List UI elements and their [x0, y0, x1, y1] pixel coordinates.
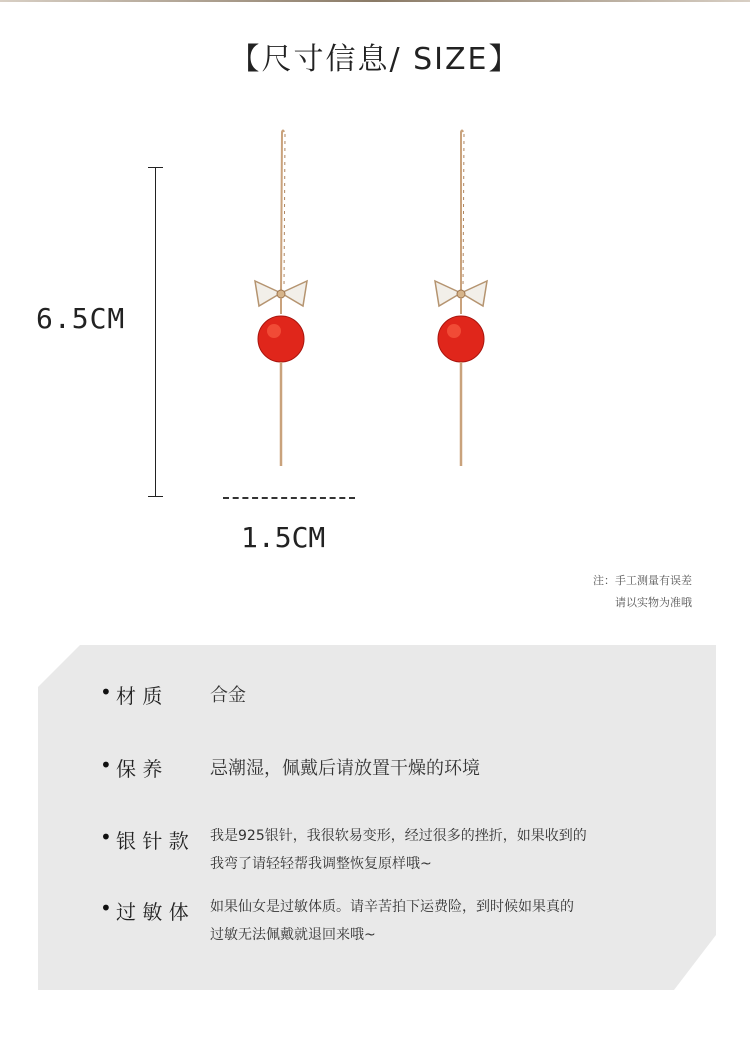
info-value: 忌潮湿，佩戴后请放置干燥的环境	[210, 758, 480, 779]
info-label: 过 敏 体	[116, 900, 189, 924]
info-value-line-2: 我弯了请轻轻帮我调整恢复原样哦~	[210, 856, 432, 872]
info-value-line-1: 如果仙女是过敏体质。请辛苦拍下运费险，到时候如果真的	[210, 899, 574, 915]
top-border-line	[0, 0, 750, 2]
width-ruler	[223, 497, 355, 499]
info-label: 银 针 款	[116, 829, 189, 853]
page-title: 【尺寸信息/ SIZE】	[229, 42, 521, 77]
info-value	[210, 822, 587, 878]
note-line-1: 注：手工测量有误差	[593, 574, 692, 587]
earring-right-image	[421, 128, 501, 473]
info-label: 保 养	[116, 757, 163, 781]
info-label: 材 质	[116, 684, 163, 708]
width-label: 1.5CM	[241, 521, 326, 554]
earring-left-image	[241, 128, 321, 473]
info-value	[210, 893, 574, 949]
height-ruler-bottom-cap	[148, 496, 163, 497]
info-value: 合金	[210, 685, 246, 706]
bullet: •	[100, 825, 112, 849]
bullet: •	[100, 896, 112, 920]
info-value-line-2: 过敏无法佩戴就退回来哦~	[210, 927, 376, 943]
height-ruler	[155, 167, 156, 497]
measurement-note	[593, 570, 692, 614]
height-label: 6.5CM	[36, 302, 126, 335]
info-value-line-1: 我是925银针，我很软易变形，经过很多的挫折，如果收到的	[210, 828, 587, 844]
bullet: •	[100, 680, 112, 704]
note-line-2: 请以实物为准哦	[615, 596, 692, 609]
bullet: •	[100, 753, 112, 777]
